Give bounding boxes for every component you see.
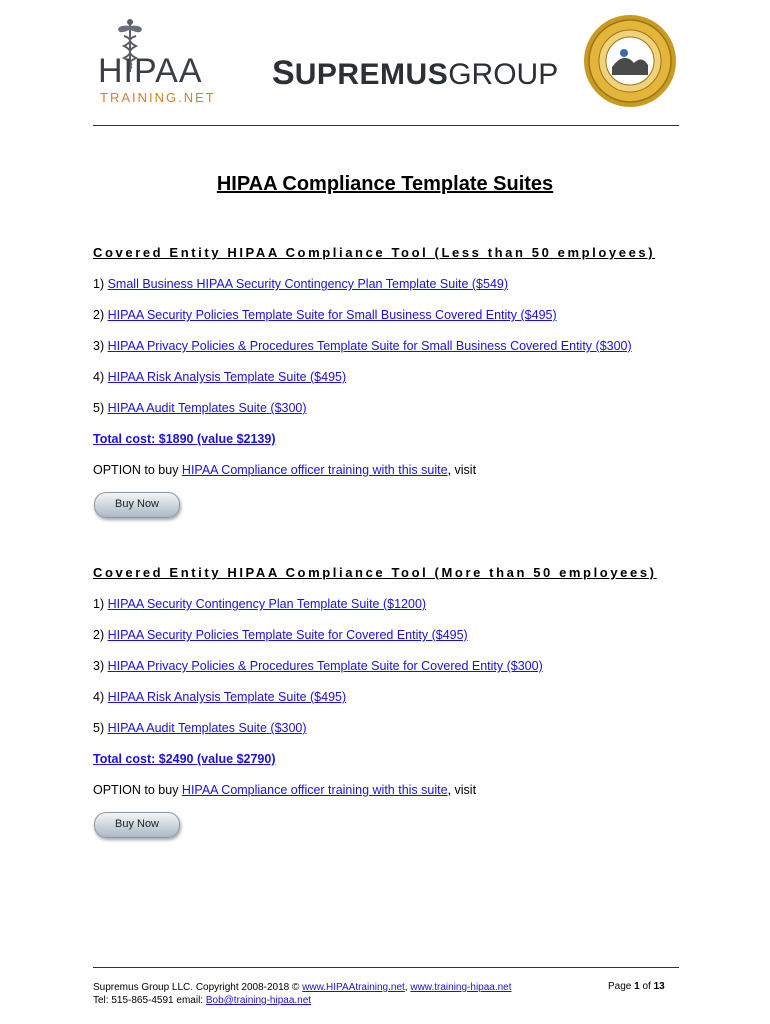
page-total: 13 [653, 981, 665, 992]
product-link[interactable]: HIPAA Security Policies Template Suite for Small Business Covered Entity ($495) [107, 308, 557, 322]
buy-now-button[interactable]: Buy Now [94, 492, 180, 518]
product-link[interactable]: HIPAA Security Contingency Plan Template Suite ($1200) [107, 597, 427, 611]
option-suffix: , visit [447, 783, 477, 797]
product-link[interactable]: Small Business HIPAA Security Contingency Plan Template Suite ($549) [107, 277, 509, 291]
option-prefix: OPTION to buy [93, 463, 182, 477]
list-item [93, 370, 346, 384]
footer-sep: , [404, 982, 411, 993]
logo-supremus-bold: UPREMUS [294, 58, 449, 91]
footer-link-hipaatraining[interactable]: www.HIPAAtraining.net [302, 982, 405, 993]
list-item [93, 401, 307, 415]
item-number: 1) [93, 597, 108, 611]
list-item [93, 659, 543, 673]
total-cost [93, 752, 276, 766]
page-prefix: Page [608, 981, 635, 992]
list-item [93, 628, 468, 642]
training-link[interactable]: HIPAA Compliance officer training with this suite [181, 463, 448, 477]
page-title: HIPAA Compliance Template Suites [216, 173, 554, 195]
footer-info [93, 981, 512, 1007]
logo-supremus-initial: S [272, 54, 295, 92]
list-item [93, 721, 307, 735]
product-link[interactable]: HIPAA Risk Analysis Template Suite ($495) [107, 690, 347, 704]
product-link[interactable]: HIPAA Privacy Policies & Procedures Template Suite for Covered Entity ($300) [107, 659, 543, 673]
footer-email-link[interactable]: Bob@training-hipaa.net [205, 995, 312, 1006]
product-link[interactable]: HIPAA Risk Analysis Template Suite ($495) [107, 370, 347, 384]
footer-link-training-hipaa[interactable]: www.training-hipaa.net [410, 982, 512, 993]
section-heading-large: Covered Entity HIPAA Compliance Tool (More than 50 employees) [93, 565, 657, 580]
supremus-group-logo[interactable] [272, 54, 558, 93]
hipaa-training-logo[interactable] [94, 18, 214, 108]
total-cost-link[interactable]: Total cost: $2490 (value $2790) [93, 752, 276, 766]
footer-tel: Tel: 515-865-4591 email: [93, 995, 206, 1006]
list-item [93, 597, 426, 611]
seal-badge-icon [583, 14, 677, 108]
item-number: 4) [93, 690, 108, 704]
training-link[interactable]: HIPAA Compliance officer training with this suite [181, 783, 448, 797]
product-link[interactable]: HIPAA Audit Templates Suite ($300) [107, 401, 307, 415]
list-item [93, 277, 508, 291]
section-heading-small: Covered Entity HIPAA Compliance Tool (Less than 50 employees) [93, 245, 656, 260]
buy-now-button[interactable]: Buy Now [94, 812, 180, 838]
item-number: 1) [93, 277, 108, 291]
page-number [608, 981, 665, 992]
item-number: 4) [93, 370, 108, 384]
list-item [93, 690, 346, 704]
item-number: 2) [93, 308, 108, 322]
option-prefix: OPTION to buy [93, 783, 182, 797]
item-number: 3) [93, 659, 108, 673]
total-cost-link[interactable]: Total cost: $1890 (value $2139) [93, 432, 276, 446]
page-of: of [639, 981, 654, 992]
option-suffix: , visit [447, 463, 477, 477]
list-item [93, 308, 557, 322]
list-item [93, 339, 632, 353]
product-link[interactable]: HIPAA Security Policies Template Suite for Covered Entity ($495) [107, 628, 468, 642]
footer-rule [93, 967, 679, 968]
footer-contact-line [93, 994, 512, 1007]
product-link[interactable]: HIPAA Privacy Policies & Procedures Template Suite for Small Business Covered Entity ($300) [107, 339, 632, 353]
product-link[interactable]: HIPAA Audit Templates Suite ($300) [107, 721, 307, 735]
option-line [93, 463, 476, 477]
item-number: 3) [93, 339, 108, 353]
footer-company: Supremus Group LLC. Copyright 2008-2018 © [93, 982, 303, 993]
header-rule [93, 125, 679, 126]
option-line [93, 783, 476, 797]
item-number: 5) [93, 401, 108, 415]
logo-supremus-light: GROUP [448, 58, 559, 91]
footer-copyright-line [93, 981, 512, 994]
logo-training-text: TRAINING.NET [100, 90, 216, 105]
page-current: 1 [634, 981, 640, 992]
item-number: 5) [93, 721, 108, 735]
item-number: 2) [93, 628, 108, 642]
logo-hipaa-text: HIPAA [98, 52, 203, 90]
total-cost [93, 432, 276, 446]
